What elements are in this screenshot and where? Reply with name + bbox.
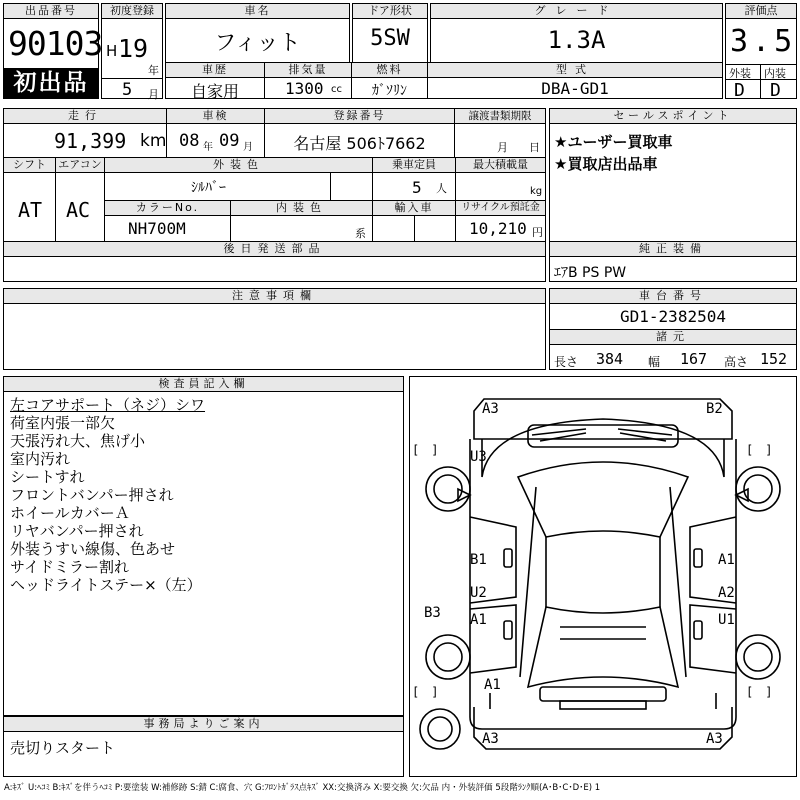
bracket-mark: [ ] <box>412 685 439 699</box>
max-load-unit: kg <box>530 186 543 197</box>
score-cell <box>725 3 797 99</box>
damage-code: A2 <box>718 585 735 601</box>
door-value: 5SW <box>370 26 410 51</box>
damage-code: U3 <box>470 449 487 465</box>
inspector-note: ヘッドライトステー×（左） <box>10 576 202 594</box>
door-label: ドア形状 <box>353 4 427 19</box>
bracket-mark: [ ] <box>746 685 773 699</box>
interior-score: D <box>770 80 781 101</box>
capacity-unit: 人 <box>436 182 447 195</box>
aircon-label: エアコン <box>56 158 104 173</box>
height-label: 高さ <box>724 355 749 369</box>
inspector-note: 左コアサポート（ネジ）シワ <box>10 396 206 414</box>
displacement-unit: cc <box>331 84 342 95</box>
max-load-label: 最大積載量 <box>456 158 545 173</box>
damage-code: U2 <box>470 585 487 601</box>
equipment-label: 純正装備 <box>550 242 796 257</box>
exterior-score: D <box>734 80 745 101</box>
dims-label: 諸元 <box>550 330 796 345</box>
transfer-cell <box>454 108 546 158</box>
legend-text: A:ｷｽﾞ U:ﾍｺﾐ B:ｷｽﾞを伴うﾍｺﾐ P:要塗装 W:補修跡 S:錆 C:腐食、穴 G:ﾌﾛﾝﾄｶﾞﾗｽ点ｷｽﾞ XX:交換済み X:要交換 欠:欠品 内・外装評価 5段階ﾗﾝｸ順(A･B･C･D･E) 1 <box>4 783 601 793</box>
damage-code: B1 <box>470 552 487 568</box>
shift-label: シフト <box>4 158 55 173</box>
ext-color-label: 外装色 <box>105 158 372 173</box>
bracket-mark: [ ] <box>746 443 773 457</box>
grade-value: 1.3A <box>547 26 606 54</box>
chassis-value: GD1-2382504 <box>620 307 726 326</box>
inspection-year: 08 <box>179 131 200 151</box>
first-listing-badge: 初出品 <box>4 68 98 98</box>
damage-code: A1 <box>484 677 501 693</box>
transfer-label: 譲渡書類期限 <box>455 109 545 124</box>
score-label: 評価点 <box>726 4 796 19</box>
car-outline <box>410 377 796 776</box>
spec-grid <box>3 157 546 242</box>
history-value: 自家用 <box>190 82 239 101</box>
mileage-label: 走行 <box>4 109 166 124</box>
sales-point-item: ★買取店出品車 <box>554 155 658 173</box>
inspector-note: シートすれ <box>10 468 85 486</box>
chassis-label: 車台番号 <box>550 289 796 304</box>
score-value: 3.5 <box>730 24 797 59</box>
damage-code: A1 <box>718 552 735 568</box>
length-label: 長さ <box>554 355 579 369</box>
transfer-month-unit: 月 <box>497 141 508 154</box>
history-cell <box>165 62 265 99</box>
plate-value: 名古屋 506ﾄ7662 <box>293 134 426 153</box>
registration-label: 初度登録 <box>102 4 162 19</box>
capacity-value: 5 <box>412 178 422 197</box>
aircon-value: AC <box>66 198 91 222</box>
height-value: 152 <box>760 350 788 368</box>
displacement-cell <box>264 62 352 99</box>
recycle-value: 10,210 <box>469 219 527 238</box>
color-no-value: NH700M <box>128 219 186 238</box>
registration-month-unit: 月 <box>148 88 159 101</box>
grade-label: グレード <box>431 4 722 19</box>
inspection-month: 09 <box>219 131 240 151</box>
office-value: 売切りスタート <box>10 739 116 757</box>
car-name-value: フィット <box>214 31 301 56</box>
grade-cell <box>430 3 723 63</box>
damage-code: A3 <box>482 731 499 747</box>
office-cell <box>3 716 404 777</box>
inspector-label: 検査員記入欄 <box>4 377 403 392</box>
displacement-value: 1300 <box>285 79 324 98</box>
inspector-note: フロントバンパー押され <box>10 486 174 504</box>
bracket-mark: [ ] <box>412 443 439 457</box>
sales-point-item: ★ユーザー買取車 <box>554 133 673 151</box>
shift-value: AT <box>18 198 43 222</box>
ext-color-value: ｼﾙﾊﾞｰ <box>191 180 226 196</box>
fuel-label: 燃料 <box>352 63 427 78</box>
door-cell <box>352 3 428 63</box>
chassis-cell <box>549 288 797 370</box>
registration-era: H <box>106 42 118 60</box>
history-label: 車歴 <box>166 63 264 78</box>
inspector-note: サイドミラー割れ <box>10 558 129 576</box>
inspection-month-unit: 月 <box>243 142 253 153</box>
model-value: DBA-GD1 <box>541 79 609 98</box>
plate-cell <box>264 108 455 158</box>
int-color-suffix: 系 <box>355 227 366 240</box>
car-name-cell <box>165 3 350 63</box>
lot-label: 出品番号 <box>4 4 98 19</box>
width-value: 167 <box>680 350 708 368</box>
inspector-note: 荷室内張一部欠 <box>10 414 116 432</box>
damage-code: A3 <box>706 731 723 747</box>
inspector-note: 天張汚れ大、焦げ小 <box>10 432 146 450</box>
equipment-cell <box>549 241 797 282</box>
inspector-cell <box>3 376 404 716</box>
caution-label: 注意事項欄 <box>4 289 545 304</box>
transfer-day-unit: 日 <box>529 141 540 154</box>
equipment-value: ｴｱB PS PW <box>554 265 627 281</box>
inspection-year-unit: 年 <box>203 142 213 153</box>
int-color-label: 内装色 <box>231 201 372 216</box>
lot-cell <box>3 3 103 99</box>
fuel-cell <box>351 62 428 99</box>
car-name-label: 車名 <box>166 4 349 19</box>
damage-code: A3 <box>482 401 499 417</box>
capacity-label: 乗車定員 <box>373 158 455 173</box>
damage-code: A1 <box>470 612 487 628</box>
later-parts-cell <box>3 241 546 282</box>
damage-code: U1 <box>718 612 735 628</box>
inspection-cell <box>166 108 265 158</box>
length-value: 384 <box>596 350 624 368</box>
sales-points-cell <box>549 108 797 242</box>
sales-points-label: セールスポイント <box>550 109 796 124</box>
registration-month: 5 <box>122 80 133 100</box>
inspector-note: 外装うすい線傷、色あせ <box>10 540 176 558</box>
caution-cell <box>3 288 546 370</box>
inspector-note: ホイールカバーＡ <box>10 504 130 522</box>
model-cell <box>427 62 723 99</box>
registration-year-unit: 年 <box>148 64 159 77</box>
registration-year: 19 <box>118 34 149 63</box>
model-label: 型式 <box>428 63 722 78</box>
mileage-value: 91,399 <box>54 129 127 153</box>
later-parts-label: 後日発送部品 <box>4 242 545 257</box>
recycle-label: リサイクル預託金 <box>456 201 545 216</box>
mileage-cell <box>3 108 167 158</box>
inspector-note: 室内汚れ <box>10 450 71 468</box>
damage-code: B3 <box>424 605 441 621</box>
interior-label: 内装 <box>764 67 786 80</box>
color-no-label: カラーNo. <box>105 201 230 216</box>
inspector-note: リヤバンパー押され <box>10 522 144 540</box>
width-label: 幅 <box>648 355 661 369</box>
car-diagram <box>409 376 797 777</box>
recycle-unit: 円 <box>532 226 543 239</box>
exterior-label: 外装 <box>729 67 751 80</box>
lot-number: 90103 <box>8 24 103 63</box>
plate-label: 登録番号 <box>265 109 454 124</box>
damage-code: B2 <box>706 401 723 417</box>
displacement-label: 排気量 <box>265 63 351 78</box>
fuel-value: ｶﾞｿﾘﾝ <box>372 83 407 99</box>
import-label: 輸入車 <box>373 201 455 216</box>
inspection-label: 車検 <box>167 109 264 124</box>
registration-cell <box>101 3 163 99</box>
office-label: 事務局よりご案内 <box>4 717 403 732</box>
mileage-unit: km <box>140 131 167 151</box>
